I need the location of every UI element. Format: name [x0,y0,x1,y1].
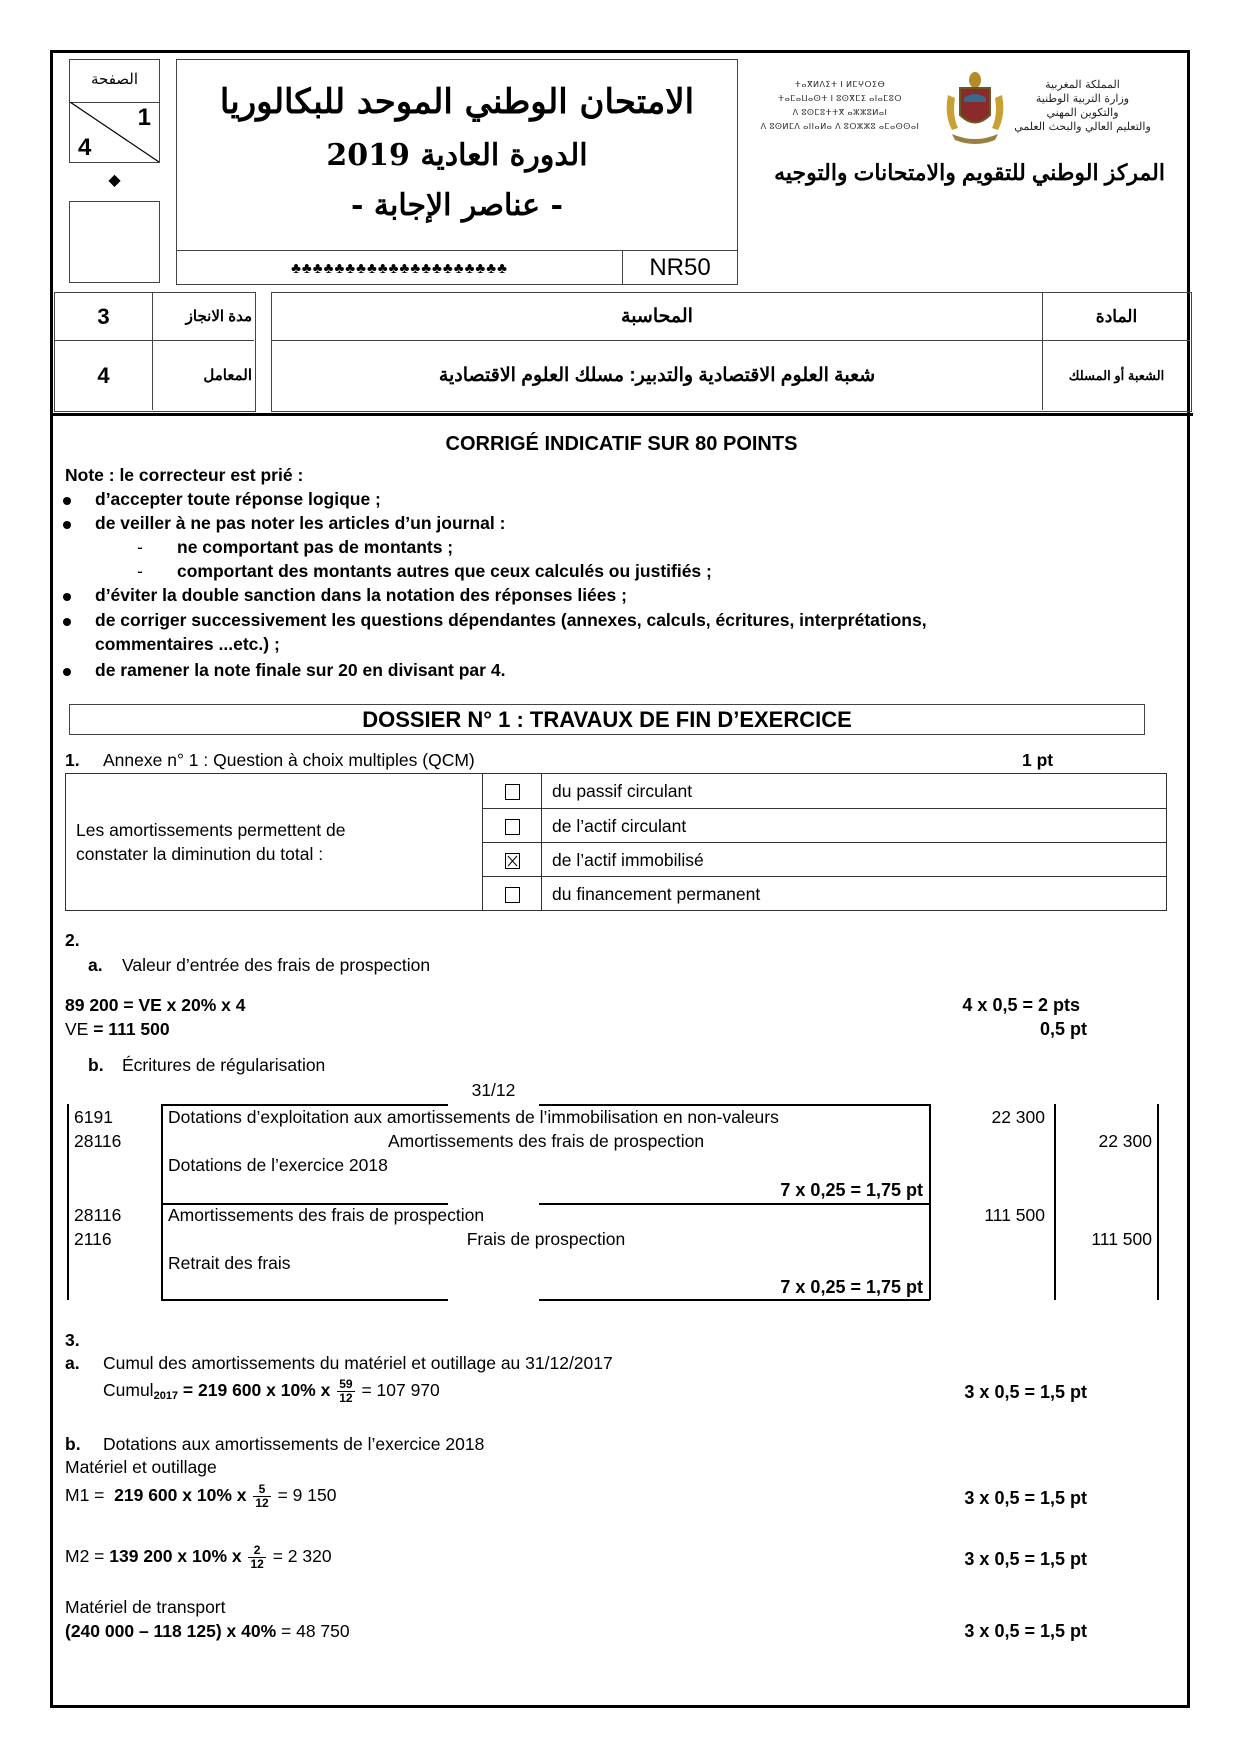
correction-title: CORRIGÉ INDICATIF SUR 80 POINTS [445,433,798,455]
m1-result: = 9 150 [272,1485,337,1505]
blank-box [69,201,160,283]
bullet-icon [63,497,71,505]
qcm-option[interactable] [482,876,1166,911]
exam-code: NR50 [622,251,737,285]
bullet-icon [63,521,71,529]
checkbox-checked[interactable] [505,853,520,869]
dossier-title: DOSSIER N° 1 : TRAVAUX DE FIN D’EXERCICE [69,704,1145,735]
fraction [337,1378,354,1405]
tifinagh-line: ⵜⴰⴳⵍⴷⵉⵜ ⵏ ⵍⵎⵖⵔⵉⴱ [794,80,886,89]
checkbox-empty[interactable] [505,819,520,835]
mt-expression: (240 000 – 118 125) x 40% [65,1621,277,1641]
entry-memo: Retrait des frais [168,1253,291,1273]
credit-amount: 111 500 [1091,1229,1152,1249]
q2a-result-value: = 111 500 [93,1019,170,1039]
dash-icon: - [137,561,143,581]
fraction-numerator: 5 [253,1483,270,1497]
cumul-result: = 107 970 [356,1380,440,1400]
journal-left-rule [67,1104,69,1300]
cumul-year: 2017 [153,1390,179,1402]
checkbox-empty[interactable] [505,887,520,903]
qcm-statement-line: Les amortissements permettent de [76,820,346,840]
journal-mid-rule [539,1203,930,1205]
q2-number: 2. [65,930,80,950]
debit-amount: 22 300 [991,1107,1045,1127]
mt-points: 3 x 0,5 = 1,5 pt [964,1621,1087,1641]
mt-formula [65,1621,350,1642]
debit-account: 6191 [74,1107,113,1127]
cumul-formula [103,1373,440,1407]
fraction-numerator: 59 [339,1376,353,1391]
fraction-denominator: 12 [339,1390,353,1405]
journal-date: 31/12 [471,1080,516,1100]
coefficient-label: المعامل [203,367,252,384]
note-bullet: de veiller à ne pas noter les articles d’un journal : [95,513,506,533]
q3-number: 3. [65,1330,80,1350]
journal-top-rule [161,1104,448,1106]
ministry-name-arabic [995,78,1170,134]
exam-title-box [176,59,738,285]
cumul-label: Cumul [103,1380,154,1400]
q2a-result [65,1019,170,1040]
q1-number: 1. [65,750,80,770]
dash-icon: - [137,537,143,557]
exam-session: الدورة العادية 2019 [326,138,588,173]
bullet-icon [63,668,71,676]
coefficient-value: 4 [55,341,153,410]
q3a-letter: a. [65,1353,80,1373]
debit-label: Amortissements des frais de prospection [168,1205,485,1225]
mo-title: Matériel et outillage [65,1457,217,1477]
note-bullet: de ramener la note finale sur 20 en divisant par 4. [95,660,506,680]
bullet-icon [63,593,71,601]
qcm-statement [76,818,345,866]
ministry-line: المملكة المغربية [1045,78,1120,91]
page-number-box [69,59,160,286]
duration-coef-table [54,292,256,412]
exam-title: الامتحان الوطني الموحد للبكالوريا [219,82,695,122]
bullet-icon [63,618,71,626]
credit-label: Amortissements des frais de prospection [387,1131,705,1151]
q3a-title: Cumul des amortissements du matériel et outillage au 31/12/2017 [103,1353,613,1373]
q2a-equation: 89 200 = VE x 20% x 4 [65,995,246,1015]
note-bullet: de corriger successivement les questions dépendantes (annexes, calculs, écritures, interprétations, [95,610,927,630]
ministry-line: والتكوين المهني [1046,106,1119,119]
branch-label: الشعبة أو المسلك [1068,368,1165,383]
fraction [248,1544,265,1571]
tifinagh-line: ⵜⴰⵎⴰⵡⴰⵙⵜ ⵏ ⵓⵙⴳⵎⵉ ⴰⵏⴰⵎⵓⵔ [778,94,902,103]
duration-value: 3 [55,293,153,341]
page-label: الصفحة [69,59,160,103]
debit-account: 28116 [74,1205,122,1225]
m2-formula [65,1539,332,1573]
credit-label: Frais de prospection [466,1229,626,1249]
credit-right-rule [1157,1104,1159,1300]
debit-amount: 111 500 [984,1205,1045,1225]
note-subbullet: ne comportant pas de montants ; [177,537,454,557]
subject-value: المحاسبة [272,293,1043,341]
m2-label: M2 = [65,1546,110,1566]
q2a-result-points: 0,5 pt [1039,1019,1087,1039]
qcm-option[interactable] [482,842,1166,877]
document-type: - عناصر الإجابة - [351,188,563,223]
journal-bottom-rule [161,1299,448,1301]
qcm-option-label: du financement permanent [541,877,1166,911]
qcm-option-label: de l’actif immobilisé [541,843,1166,877]
journal-bottom-rule [539,1299,930,1301]
fraction [253,1483,270,1510]
entry-points: 7 x 0,25 = 1,75 pt [780,1180,923,1200]
fraction-denominator: 12 [250,1556,264,1571]
tifinagh-ministry-name [745,78,935,134]
note-bullet-continuation: commentaires ...etc.) ; [95,634,280,654]
credit-amount: 22 300 [1098,1131,1152,1151]
branch-value: شعبة العلوم الاقتصادية والتدبير: مسلك العلوم الاقتصادية [272,341,1043,410]
note-heading: Note : le correcteur est prié : [65,465,304,485]
m1-formula [65,1478,336,1512]
qcm-table [65,773,1167,911]
subject-label: المادة [1043,293,1190,341]
m1-expression: 219 600 x 10% x [114,1485,252,1505]
checkbox-empty[interactable] [505,784,520,800]
qcm-option[interactable] [482,808,1166,843]
diamond-icon: ◆ [108,172,121,189]
tifinagh-line: ⴷ ⵓⵙⵍⵎⴷ ⴰⵏⵏⴰⵍⴰ ⴷ ⵓⵔⵣⵣⵓ ⴰⵎⴰⵙⵙⴰⵏ [760,122,920,131]
m2-result: = 2 320 [267,1546,332,1566]
subject-branch-table [271,292,1192,412]
page-current: 1 [137,104,151,131]
debit-label: Dotations d’exploitation aux amortissements de l’immobilisation en non-valeurs [168,1107,779,1127]
note-bullet: d’accepter toute réponse logique ; [95,489,381,509]
note-bullet: d’éviter la double sanction dans la notation des réponses liées ; [95,585,627,605]
fraction-denominator: 12 [255,1495,269,1510]
ministry-line: والتعليم العالي والبحث العلمي [1014,120,1151,133]
credit-account: 2116 [74,1229,112,1249]
note-subbullet: comportant des montants autres que ceux calculés ou justifiés ; [177,561,712,581]
q2a-letter: a. [88,955,103,975]
clubs-decoration: ♣♣♣♣♣♣♣♣♣♣♣♣♣♣♣♣♣♣♣♣ [291,260,508,277]
mt-result: = 48 750 [276,1621,350,1641]
m1-points: 3 x 0,5 = 1,5 pt [964,1488,1087,1508]
cumul-points: 3 x 0,5 = 1,5 pt [964,1382,1087,1402]
q2a-title: Valeur d’entrée des frais de prospection [122,955,431,975]
debit-credit-separator [1054,1104,1056,1300]
tifinagh-line: ⴷ ⵓⵙⵎⵓⵜⵜⴳ ⴰⵣⵣⵓⵍⴰⵏ [792,108,888,117]
entry-memo: Dotations de l’exercice 2018 [168,1155,388,1175]
header-separator [50,413,1193,416]
qcm-option[interactable] [482,774,1166,808]
qcm-option-label: du passif circulant [541,774,1166,808]
fraction-numerator: 2 [248,1544,265,1558]
q3b-letter: b. [65,1434,81,1454]
cumul-expression: = 219 600 x 10% x [178,1380,336,1400]
credit-account: 28116 [74,1131,122,1151]
q1-points: 1 pt [1022,750,1054,770]
x-mark-icon [506,854,519,868]
q2a-eq-points: 4 x 0,5 = 2 pts [962,995,1080,1015]
ministry-line: وزارة التربية الوطنية [1035,92,1130,105]
q1-title: Annexe n° 1 : Question à choix multiples (QCM) [103,750,475,770]
q2b-title: Écritures de régularisation [122,1055,326,1075]
m2-expression: 139 200 x 10% x [109,1546,247,1566]
center-name: المركز الوطني للتقويم والامتحانات والتوجيه [774,160,1165,185]
page-counter [69,102,160,163]
page-total: 4 [78,134,92,161]
m1-label: M1 = [65,1485,110,1505]
mt-title: Matériel de transport [65,1597,226,1617]
qcm-statement-line: constater la diminution du total : [76,844,324,864]
m2-points: 3 x 0,5 = 1,5 pt [964,1549,1087,1569]
qcm-option-label: de l’actif circulant [541,809,1166,843]
q3b-title: Dotations aux amortissements de l’exercice 2018 [103,1434,485,1454]
q2b-letter: b. [88,1055,104,1075]
entry-points: 7 x 0,25 = 1,75 pt [780,1277,923,1297]
q2a-result-prefix: VE [65,1019,94,1039]
journal-top-rule [539,1104,930,1106]
duration-label: مدة الانجاز [153,293,254,341]
